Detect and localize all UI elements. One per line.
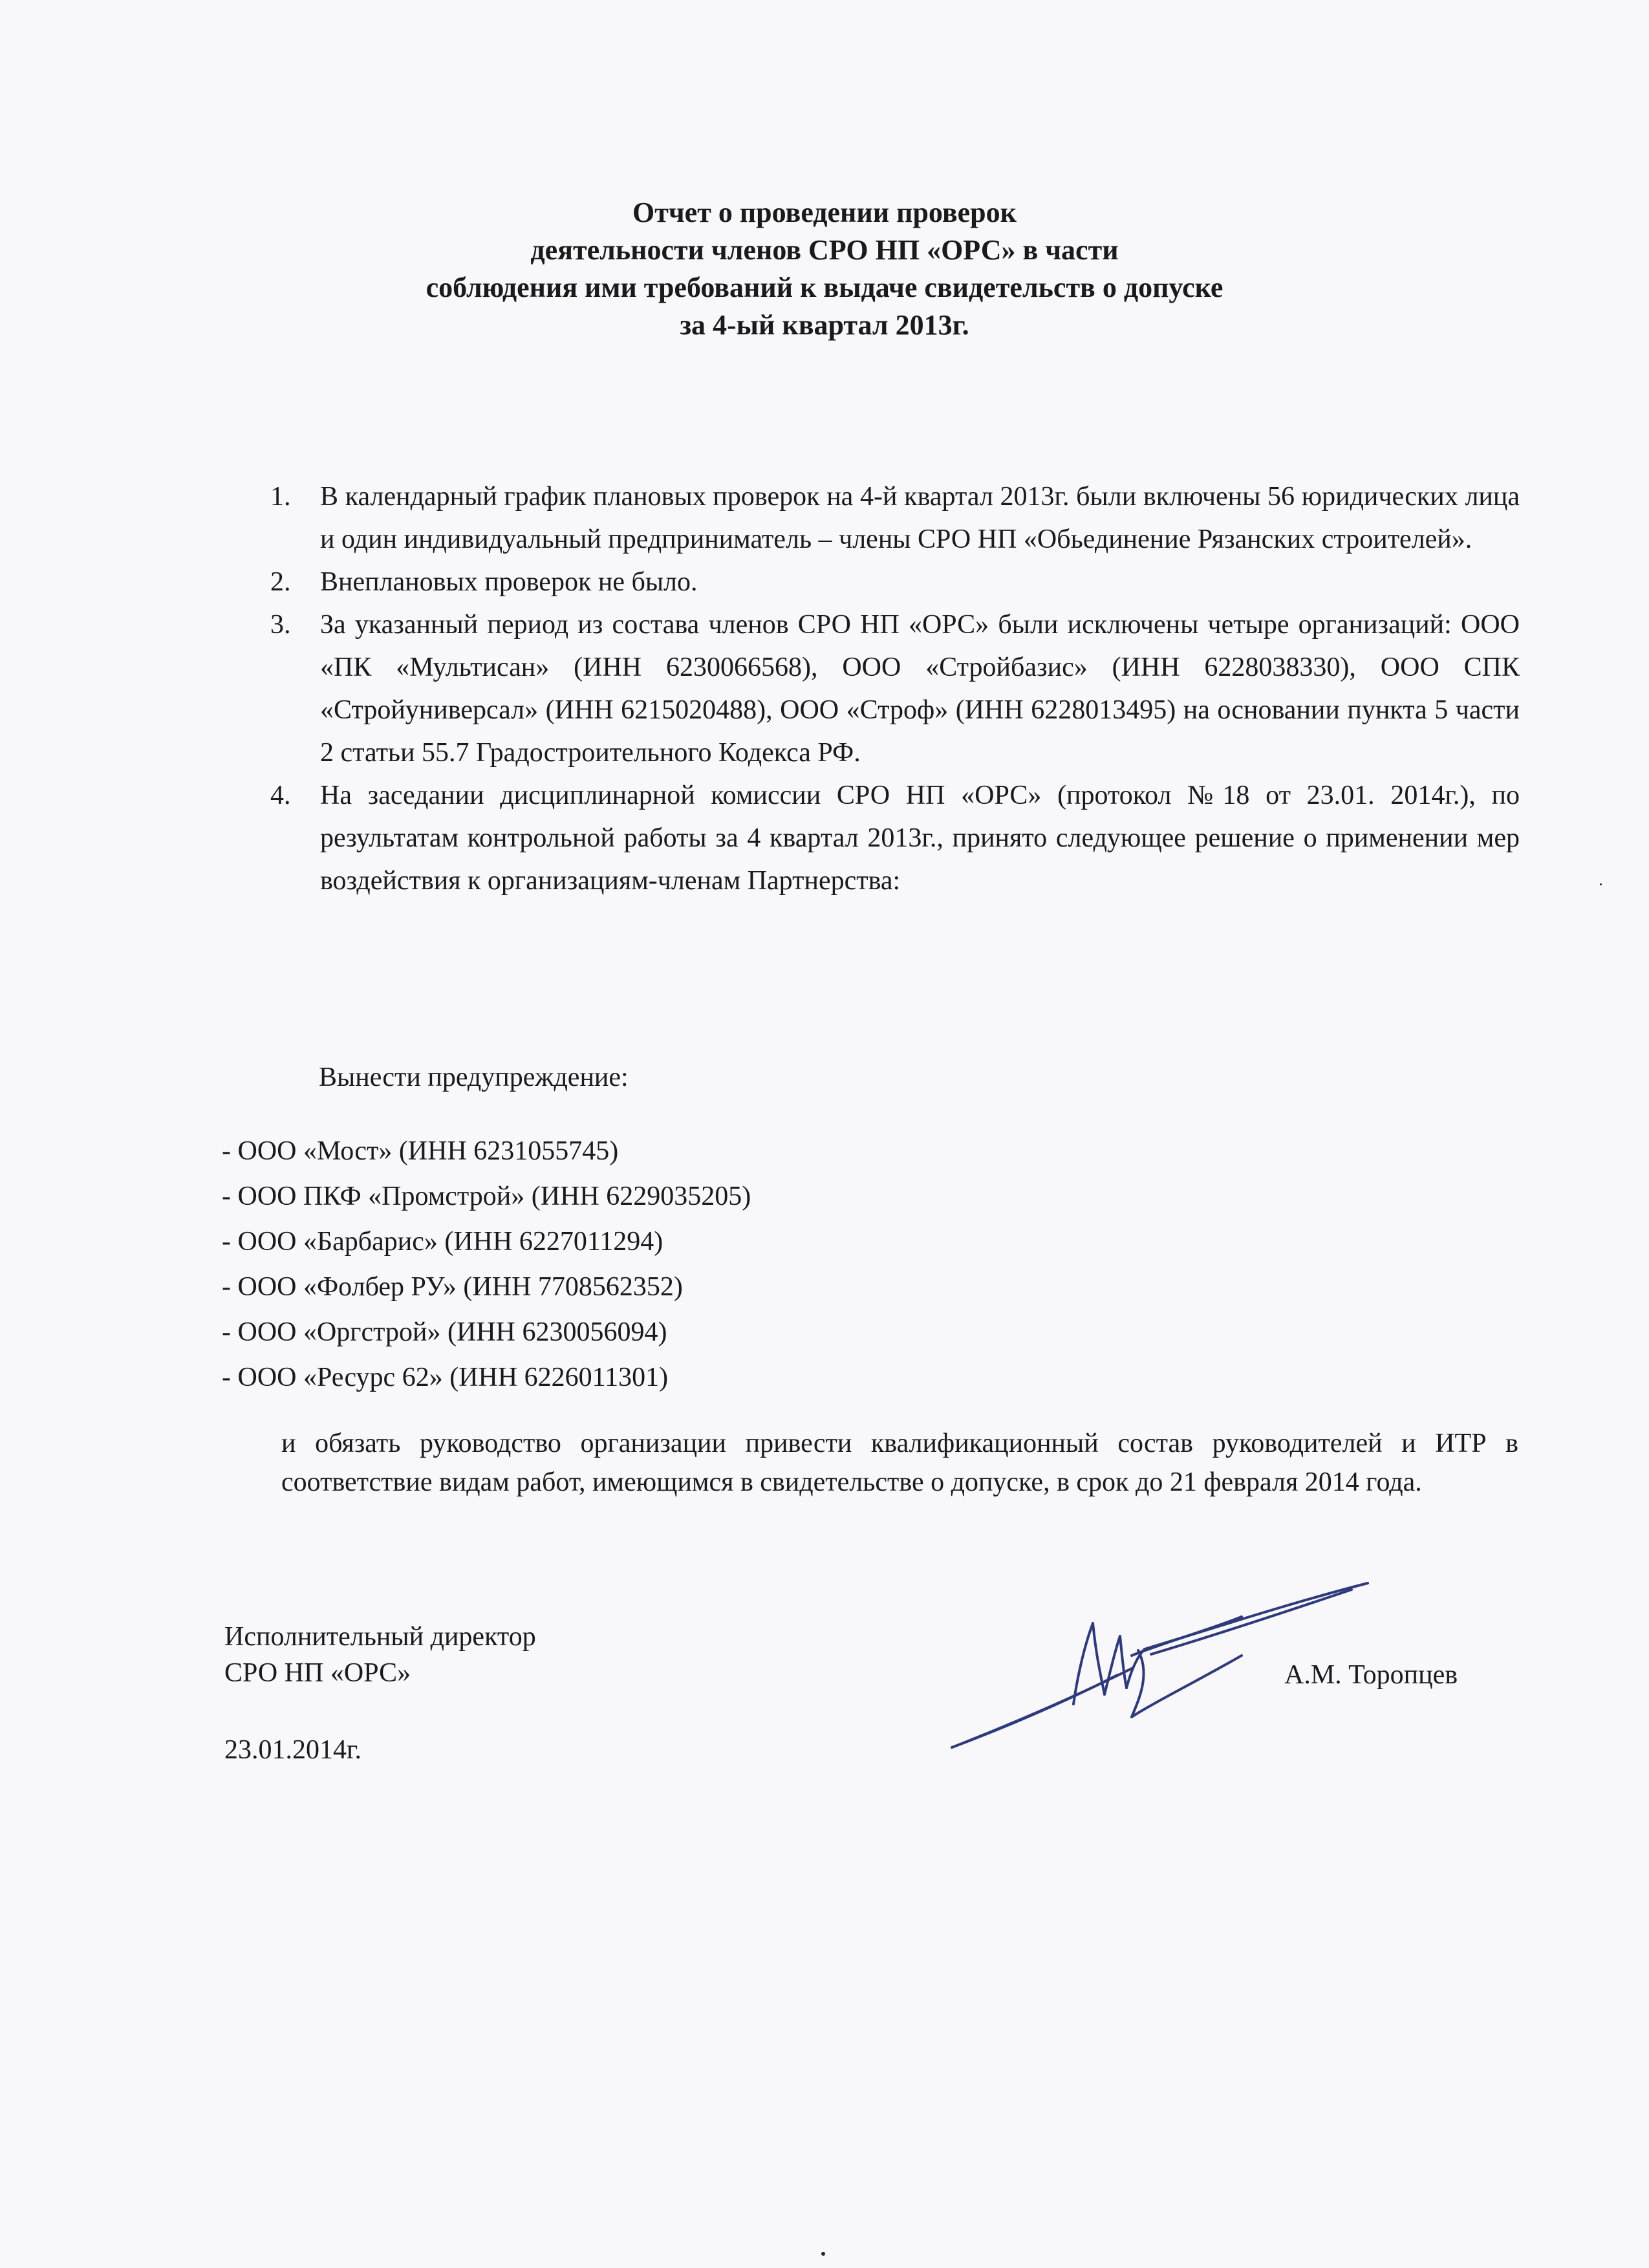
organization-item: - ООО «Фолбер РУ» (ИНН 7708562352) <box>222 1272 683 1302</box>
list-item <box>259 561 1520 603</box>
document-date: 23.01.2014г. <box>224 1735 361 1765</box>
list-item <box>259 774 1520 902</box>
organization-item: - ООО «Ресурс 62» (ИНН 6226011301) <box>222 1363 669 1392</box>
organization-item: - ООО «Оргстрой» (ИНН 6230056094) <box>222 1317 667 1347</box>
position-line-1: Исполнительный директор <box>224 1622 536 1652</box>
obligation-paragraph: и обязать руководство организации привести квалификационный состав руководителей и ИТР в соответствие видам работ, имеющимся в свидетельстве о допуске, в срок до 21 февраля 2014 года. <box>281 1429 1518 1497</box>
title-line-2: деятельности членов СРО НП «ОРС» в части <box>530 234 1119 266</box>
organization-item: - ООО «Барбарис» (ИНН 6227011294) <box>222 1227 663 1257</box>
list-item-text: Внеплановых проверок не было. <box>320 567 698 597</box>
list-item-number: 4. <box>270 781 291 810</box>
list-item <box>259 603 1520 774</box>
list-item-number: 1. <box>270 482 291 512</box>
list-item-text: В календарный график плановых проверок на 4-й квартал 2013г. были включены 56 юридических лица и один индивидуальный предприниматель – члены СРО НП «Обьединение Рязанских строителей». <box>320 482 1520 554</box>
numbered-list <box>259 475 1520 902</box>
organization-list <box>222 1129 751 1400</box>
organization-item: - ООО «Мост» (ИНН 6231055745) <box>222 1136 619 1166</box>
list-item-number: 2. <box>270 567 291 597</box>
position-line-2: СРО НП «ОРС» <box>224 1658 411 1688</box>
list-item-text: За указанный период из состава членов СРО НП «ОРС» были исключены четыре организаций: ООО «ПК «Мультисан» (ИНН 6230066568), ООО «Стройбазис» (ИНН 6228038330), ООО СПК «Стройуниверсал» (ИНН 6215020488), ООО «Строф» (ИНН 6228013495) на основании пункта 5 части 2 статьи 55.7 Градостроительного Кодекса РФ. <box>320 610 1520 768</box>
title-line-1: Отчет о проведении проверок <box>632 197 1017 228</box>
title-line-3: соблюдения ими требований к выдаче свидетельств о допуске <box>426 272 1223 303</box>
organization-item: - ООО ПКФ «Промстрой» (ИНН 6229035205) <box>222 1182 751 1211</box>
scan-speck <box>1600 883 1602 885</box>
list-item <box>259 475 1520 561</box>
list-item-text: На заседании дисциплинарной комиссии СРО НП «ОРС» (протокол №18 от 23.01. 2014г.), по результатам контрольной работы за 4 квартал 2013г., принято следующее решение о применении мер воздействия к организациям-членам Партнерства: <box>320 781 1520 896</box>
title-line-4: за 4-ый квартал 2013г. <box>680 309 969 341</box>
warning-heading: Вынести предупреждение: <box>319 1063 629 1092</box>
scan-speck <box>821 2252 825 2256</box>
document-title <box>0 194 1649 344</box>
signatory-name: А.М. Торопцев <box>1284 1660 1458 1690</box>
signatory-position <box>224 1619 536 1691</box>
list-item-number: 3. <box>270 610 291 640</box>
